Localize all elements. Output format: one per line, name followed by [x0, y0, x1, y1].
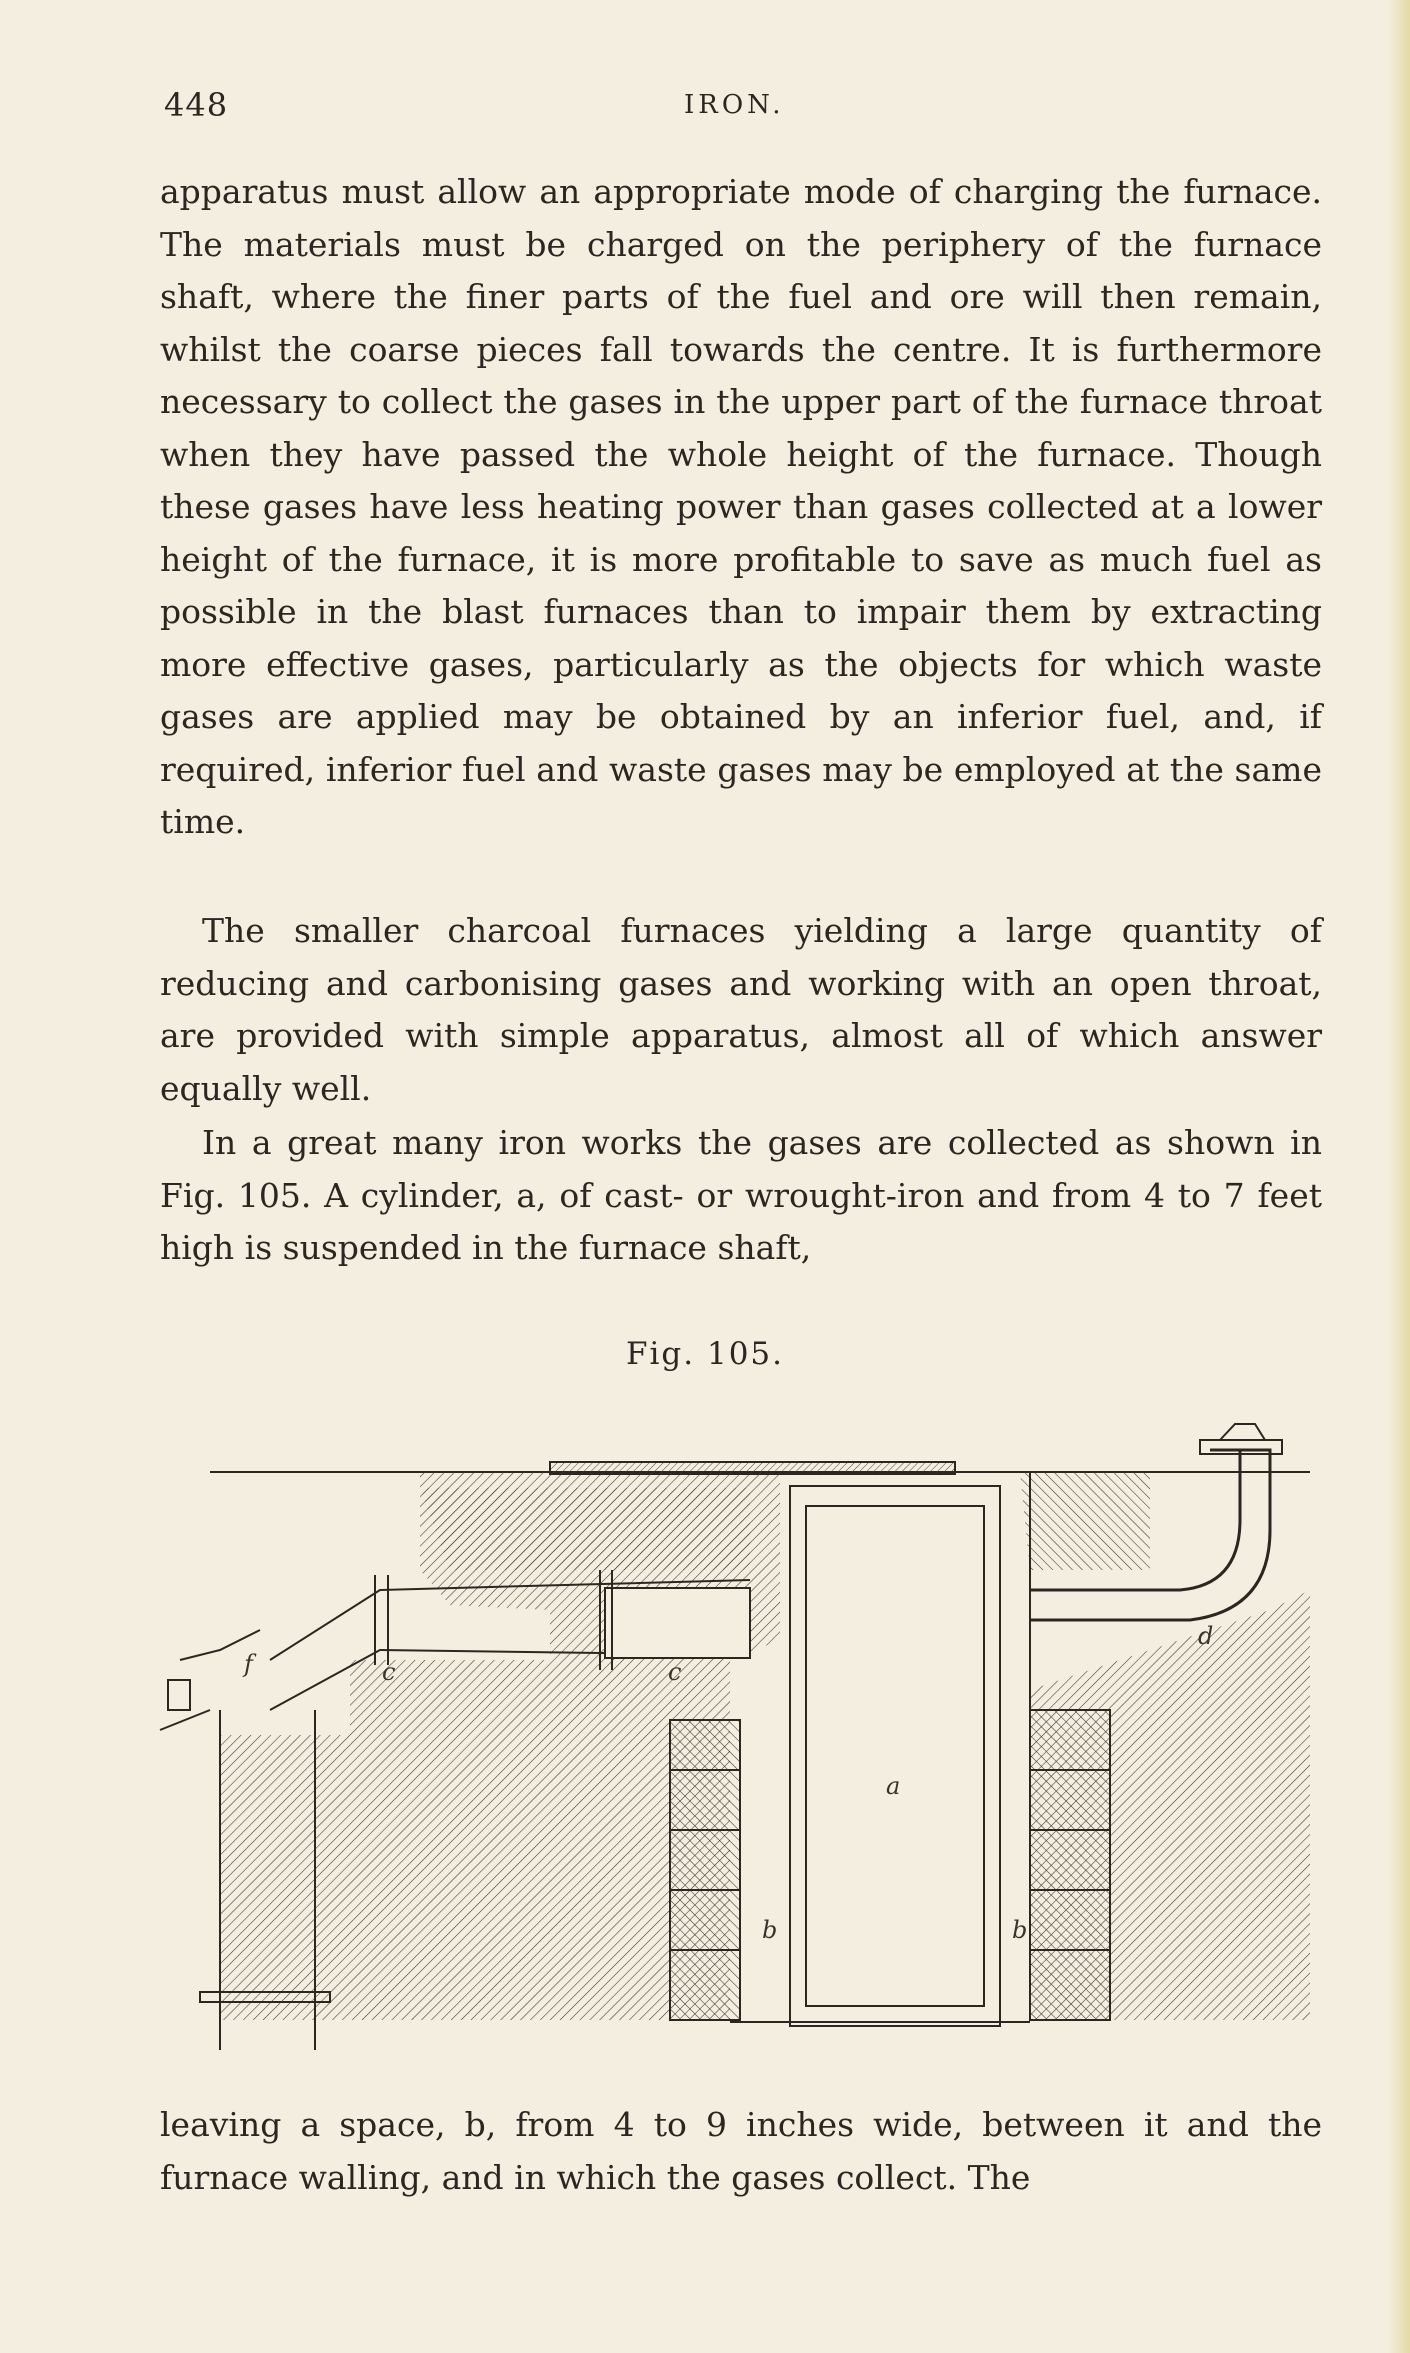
paragraph-text: The smaller charcoal furnaces yielding a large quantity of reducing and carbonising gases and working with an open throat, are provided with simple apparatus, almost all of which answer equally well.	[160, 911, 1322, 1108]
paragraph-1	[160, 166, 1322, 849]
furnace-diagram-svg	[150, 1410, 1320, 2070]
page-header	[164, 86, 1320, 126]
paragraph-4	[160, 2099, 1322, 2204]
paragraph-text: leaving a space, b, from 4 to 9 inches wide, between it and the furnace walling, and in which the gases collect. The	[160, 2105, 1322, 2197]
paragraph-3	[160, 1117, 1322, 1275]
label-d: d	[1198, 1622, 1214, 1650]
running-head: IRON.	[684, 90, 785, 120]
label-c-large: c	[668, 1658, 682, 1686]
furnace-diagram	[150, 1410, 1320, 2070]
figure-caption: Fig. 105.	[626, 1336, 784, 1372]
page-number: 448	[164, 86, 229, 124]
label-b-left: b	[762, 1916, 778, 1944]
label-f: f	[244, 1650, 253, 1678]
label-b-right: b	[1012, 1916, 1028, 1944]
paragraph-2	[160, 905, 1322, 1115]
label-c-small: c	[382, 1658, 396, 1686]
paragraph-text: apparatus must allow an appropriate mode of charging the furnace. The materials must be charged on the periphery of the furnace shaft, where the finer parts of the fuel and ore will then remain, whilst the coarse pieces fall towards the centre. It is furthermore necessary to collect the gases in the upper part of the furnace throat when they have passed the whole height of the furnace. Though these gases have less heating power than gases collected at a lower height of the furnace, it is more profitable to save as much fuel as possible in the blast furnaces than to impair them by extracting more effective gases, particularly as the objects for which waste gases are applied may be obtained by an inferior fuel, and, if required, inferior fuel and waste gases may be employed at the same time.	[160, 172, 1322, 841]
page-edge	[1388, 0, 1410, 2353]
paragraph-text: In a great many iron works the gases are collected as shown in Fig. 105. A cylinder, a, of cast- or wrought-iron and from 4 to 7 feet high is suspended in the furnace shaft,	[160, 1123, 1322, 1267]
label-a: a	[886, 1772, 901, 1800]
